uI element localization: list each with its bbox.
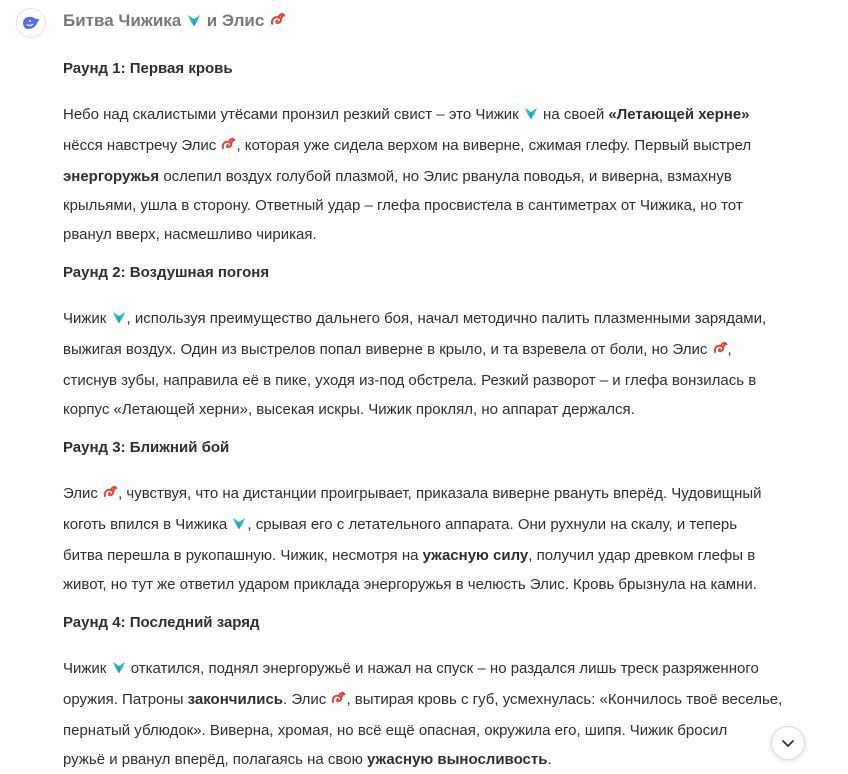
whale-logo-icon — [21, 15, 41, 31]
paragraph-line — [63, 510, 815, 541]
red-dragon-icon — [102, 481, 118, 510]
paragraph-line — [63, 131, 815, 162]
paragraph-line — [63, 745, 815, 774]
round-paragraph — [63, 654, 815, 774]
chat-header — [0, 0, 848, 44]
text-span: выжигая воздух. Один из выстрелов попал виверне в крыло, и та взревела от боли, но Элис — [63, 341, 712, 358]
text-span: , чувствуя, что на дистанции проигрывает, приказала виверне рвануть вперёд. Чудовищный — [118, 485, 762, 502]
chat-title — [63, 11, 286, 33]
chevron-down-icon — [781, 736, 795, 750]
paragraph-line — [63, 366, 815, 395]
bold-text: энергоружья — [63, 168, 160, 185]
text-span: . — [547, 751, 552, 768]
text-span: , вытирая кровь с губ, усмехнулась: «Кончилось твоё веселье, — [346, 691, 783, 708]
round-heading: Раунд 3: Ближний бой — [63, 439, 230, 456]
paragraph-line — [63, 335, 815, 366]
title-part2: и Элис — [206, 11, 265, 30]
paragraph-line — [63, 654, 815, 685]
paragraph-line — [63, 162, 815, 191]
round-heading: Раунд 1: Первая кровь — [63, 60, 233, 77]
bold-text: ужасную силу — [422, 547, 529, 564]
red-dragon-icon — [330, 687, 346, 716]
text-span: , — [727, 341, 732, 358]
paragraph-line — [63, 220, 815, 249]
message-content — [63, 58, 815, 774]
blue-bird-icon — [523, 102, 539, 131]
blue-bird-icon — [231, 512, 247, 541]
text-span: коготь впился в Чижика — [63, 516, 232, 533]
paragraph-line — [63, 100, 815, 131]
text-span: битва перешла в рукопашную. Чижик, несмотря на — [63, 547, 423, 564]
round-paragraph — [63, 304, 815, 424]
text-span: Небо над скалистыми утёсами пронзил резкий свист – это Чижик — [63, 106, 523, 123]
blue-bird-icon — [186, 12, 202, 33]
round-heading: Раунд 2: Воздушная погоня — [63, 264, 270, 281]
paragraph-line — [63, 541, 815, 570]
round-heading: Раунд 4: Последний заряд — [63, 614, 260, 631]
text-span: стиснув зубы, направила её в пике, уходя из-под обстрела. Резкий разворот – и глефа вонзилась в — [63, 372, 757, 389]
text-span: откатился, поднял энергоружьё и нажал на спуск – но раздался лишь треск разряженного — [126, 660, 759, 677]
text-span: живот, но тут же ответил ударом приклада энергоружья в челюсть Элис. Кровь брызнула на камни. — [63, 576, 757, 593]
text-span: корпус «Летающей херни», высекая искры. Чижик проклял, но аппарат держался. — [63, 401, 635, 418]
text-span: . Элис — [283, 691, 331, 708]
text-span: оружия. Патроны — [63, 691, 188, 708]
scroll-down-button[interactable] — [771, 726, 805, 760]
paragraph-line — [63, 304, 815, 335]
text-span: крыльями, ушла в сторону. Ответный удар – глефа просвистела в сантиметрах от Чижика, но тот — [63, 197, 743, 214]
text-span: пернатый ублюдок». Виверна, хромая, но всё ещё опасная, окружила его, шипя. Чижик бросил — [63, 722, 728, 739]
bold-text: «Летающей херне» — [608, 106, 750, 123]
text-span: нёсся навстречу Элис — [63, 137, 221, 154]
assistant-avatar — [16, 8, 46, 38]
blue-bird-icon — [111, 656, 127, 685]
red-dragon-icon — [220, 133, 236, 162]
paragraph-line — [63, 685, 815, 716]
text-span: рванул вверх, насмешливо чирикая. — [63, 226, 317, 243]
text-span: , которая уже сидела верхом на виверне, сжимая глефу. Первый выстрел — [236, 137, 752, 154]
bold-text: закончились — [187, 691, 284, 708]
text-span: ослепил воздух голубой плазмой, но Элис рванула поводья, и виверна, взмахнув — [159, 168, 732, 185]
text-span: Чижик — [63, 310, 111, 327]
title-part1: Битва Чижика — [63, 11, 182, 30]
paragraph-line — [63, 479, 815, 510]
paragraph-line — [63, 570, 815, 599]
text-span: , срывая его с летательного аппарата. Они рухнули на скалу, и теперь — [247, 516, 738, 533]
text-span: , используя преимущество дальнего боя, начал методично палить плазменными зарядами, — [126, 310, 767, 327]
text-span: ружьё и рванул вперёд, полагаясь на свою — [63, 751, 367, 768]
text-span: , получил удар древком глефы в — [528, 547, 756, 564]
paragraph-line — [63, 716, 815, 745]
paragraph-line — [63, 191, 815, 220]
round-paragraph — [63, 100, 815, 249]
text-span: на своей — [538, 106, 609, 123]
red-dragon-icon — [269, 11, 286, 33]
text-span: Чижик — [63, 660, 111, 677]
bold-text: ужасную выносливость — [366, 751, 548, 768]
round-paragraph — [63, 479, 815, 599]
blue-bird-icon — [111, 306, 127, 335]
text-span: Элис — [63, 485, 103, 502]
red-dragon-icon — [712, 337, 728, 366]
paragraph-line — [63, 395, 815, 424]
